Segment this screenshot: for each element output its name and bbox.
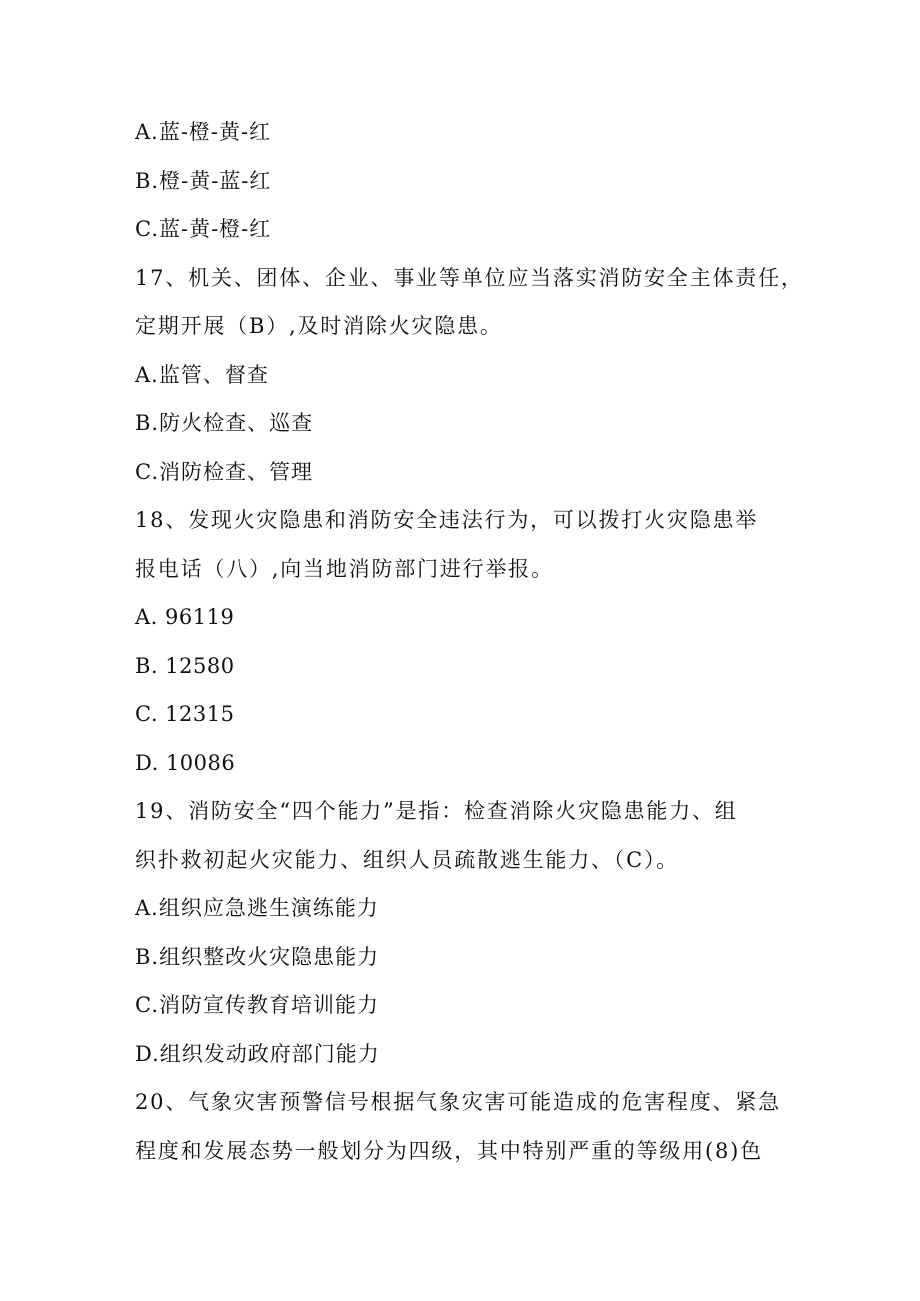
q19-option-a: A.组织应急逃生演练能力 <box>135 896 379 920</box>
q20-text-line-1: 20、气象灾害预警信号根据气象灾害可能造成的危害程度、紧急 <box>135 1090 781 1114</box>
q19-text-line-2: 织扑救初起火灾能力、组织人员疏散逃生能力、（C）。 <box>135 847 680 872</box>
q18-text-line-1: 18、发现火灾隐患和消防安全违法行为，可以拨打火灾隐患举 <box>135 508 759 532</box>
q16-option-c: C.蓝-黄-橙-红 <box>135 217 272 241</box>
question-17 <box>135 254 804 351</box>
q19-option-d: D.组织发动政府部门能力 <box>135 1041 380 1066</box>
q19-text-line-1: 19、消防安全“四个能力”是指：检查消除火灾隐患能力、组 <box>135 799 738 823</box>
q16-options <box>135 108 790 254</box>
q17-option-b: B.防火检查、巡查 <box>135 411 314 435</box>
q17-text-line-1: 17、机关、团体、企业、事业等单位应当落实消防安全主体责任， <box>135 265 804 290</box>
q18-option-a: A. 96119 <box>135 605 235 629</box>
question-20 <box>135 1078 790 1175</box>
q18-option-b: B. 12580 <box>135 653 235 678</box>
q18-text-line-2: 报电话（八）,向当地消防部门进行举报。 <box>135 556 554 581</box>
document-body <box>135 108 804 1175</box>
q18-options <box>135 593 790 787</box>
q17-option-a: A.监管、督查 <box>135 362 269 387</box>
q20-text-line-2: 程度和发展态势一般划分为四级，其中特别严重的等级用(8)色 <box>135 1138 763 1163</box>
question-18 <box>135 496 790 593</box>
q19-option-b: B.组织整改火灾隐患能力 <box>135 944 380 969</box>
q19-options <box>135 884 790 1078</box>
q18-option-d: D. 10086 <box>135 750 236 775</box>
q17-option-c: C.消防检查、管理 <box>135 459 313 484</box>
question-19 <box>135 787 790 884</box>
q16-option-b: B.橙-黄-蓝-红 <box>135 168 272 193</box>
q17-text-line-2: 定期开展（B）,及时消除火灾隐患。 <box>135 314 503 338</box>
q19-option-c: C.消防宣传教育培训能力 <box>135 993 379 1017</box>
q18-option-c: C. 12315 <box>135 702 235 726</box>
q17-options <box>135 351 790 497</box>
q16-option-a: A.蓝-橙-黄-红 <box>135 120 272 144</box>
